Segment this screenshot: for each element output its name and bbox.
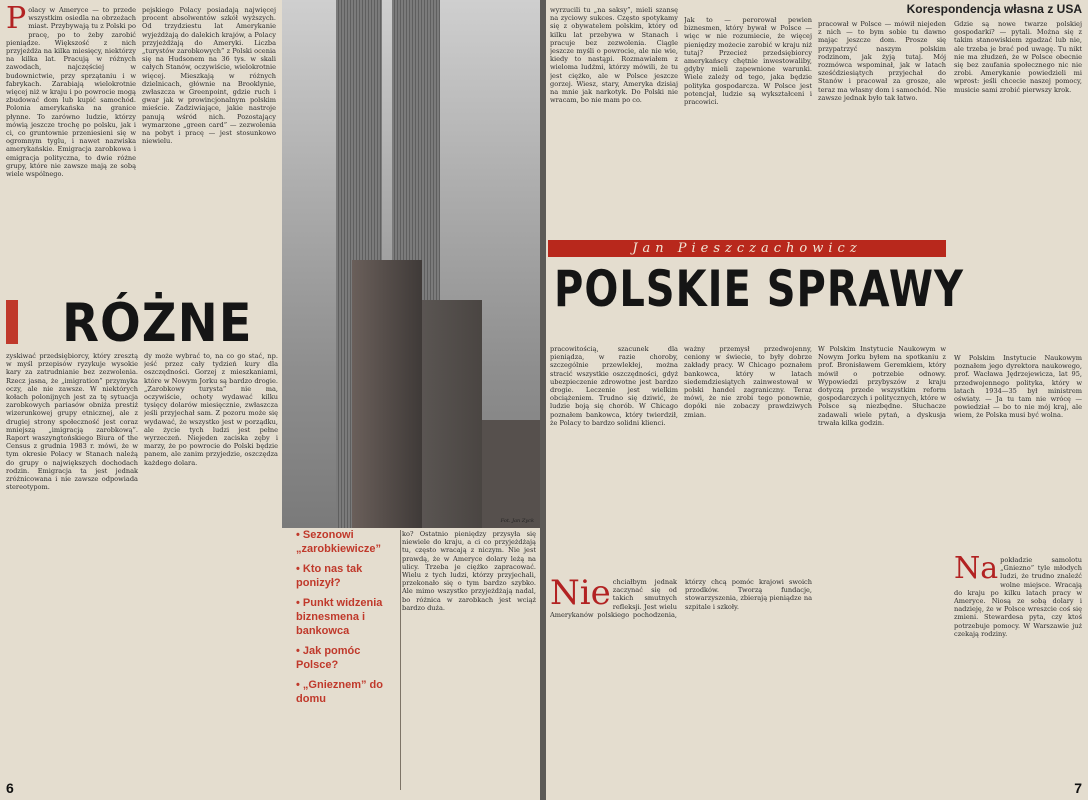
left-col2-bottom-text: dy może wybrać to, na co go stać, np. jeść przez cały tydzień kury dla oszczędności. Gorzej z mieszkaniami, które w Nowym Jorku są bardzo drogie. „Zarobkowy turysta” nie ma, oczywiście, ochoty wydawać kilku tysięcy dolarów miesięcznie, zwłaszcza jeśli przyjechał sam. Z pozoru może się wydawać, że wszystko jest w porządku, ale życie tych ludzi jest pełne wyrzeczeń. Niejeden zaciska zęby i marzy, że po powrocie do Polski będzie panem, ale zanim przyjedzie, oszczędza każdego dolara. bbox=[144, 352, 278, 467]
right-col3-top-text: pracował w Polsce — mówił niejeden z nich — to bym sobie tu dawno mając jeszcze dom. Prosze się przypatrzyć naszym polskim rodzinom, jak żyją tutaj. Mój rozmówca wspominał, jak w latach sześćdziesiątych przyjechał do Stanów i pracował za grosze, ale teraz ma własny dom i samochód. Nie zawsze jednak było tak łatwo. bbox=[818, 20, 946, 102]
right-col2-top-text: Jak to — perorował pewien biznesmen, który bywał w Polsce — więc w nie rozumiecie, że więcej pieniędzy możecie zarobić w kraju niż tutaj? Przecież przedsiębiorcy amerykańscy chętnie inwestowaliby, gdyby mieli zapewnione warunki. Wiele zależy od tego, jaka będzie polityka gospodarcza. W Polsce jest potencjał, ludzie są wykształceni i pracowici. bbox=[684, 16, 812, 107]
right-col4-top bbox=[954, 20, 1082, 350]
left-col1-top bbox=[6, 6, 136, 306]
title-red-block bbox=[6, 300, 18, 344]
left-col2-top-text: pejskiego Polacy posiadają najwięcej procent absolwentów szkół wyższych. Od trzydziestu lat Amerykanie wyjeżdżają do dalekich krajów, a Polacy przyjeżdżają do Ameryki. Liczba „turystów zarobkowych” z Polski ocenia się na Hudsonem na 36 tys. w skali całych Stanów, oczywiście, wielokrotnie więcej. Mieszkają w różnych dzielnicach, głównie na Brooklynie, zwłaszcza w Greenpoint, gdzie ruch i gwar jak w prowincjonalnym polskim mieście. Zadziwiające, jakie nastroje panują wśród nich. Pozostający wymarzone „green card” — zezwolenia na pobyt i pracę — jest stosunkowo niewielu. bbox=[142, 6, 276, 146]
right-col1-top-text: wyrzucili tu „na saksy”, mieli szansę na zyciowy sukces. Często spotykamy się z obywatelem polskim, który od kilku lat przebywa w Stanach i pracuje bez zezwolenia. Ciągle jeszcze myśli o powrocie, ale nie wie, kiedy to nastąpi. Rozmawiałem z wieloma ludźmi, którzy mówili, że tu jest ciężko, ale w Polsce jeszcze gorzej. Wiesz, stary, Ameryka dzisiaj na mnie jak narkotyk. Do Polski nie wracam, bo nie mam po co. bbox=[550, 6, 678, 105]
section-title: RÓŻNE bbox=[62, 292, 253, 355]
right-na-block bbox=[954, 556, 1082, 786]
left-col1-bottom bbox=[6, 352, 138, 782]
page-number-left: 6 bbox=[6, 780, 14, 796]
drop-cap-nie: Nie bbox=[550, 578, 611, 613]
section-header: Korespondencja własna z USA bbox=[906, 2, 1082, 16]
left-col1-top-text: olacy w Ameryce — to przede wszystkim osiedla na obrzeżach miast. Przybywają tu z Polski po pracę, po to żeby zarobić pieniądze. Większość z nich przyjeżdża na kilka miesięcy, niektórzy na kilka lat. Pracują w różnych zawodach, najczęściej w budownictwie, przy sprzątaniu i w fabrykach. Zarabiają wielokrotnie więcej niż w kraju i po powrocie mogą zbudować dom lub kupić samochód. Polonia amerykańska na granice płynne. To zarówno ludzie, którzy mówią jeszcze trochę po polsku, jak i ci, co gruntownie przeniesieni się w ogromnym tyglu, i nawet nazwiska amerykańskie. Emigracja zarobkowa i emigracja polityczna, to dwie różne grupy, które nie zawsze mają ze sobą wiele wspólnego. bbox=[6, 6, 136, 179]
bullets-divider bbox=[400, 530, 401, 790]
drop-cap-p: P bbox=[6, 6, 27, 36]
right-col3-bottom-text: W Polskim Instytucie Naukowym w Nowym Jorku byłem na spotkaniu z prof. Bronisławem Geremkiem, który mówił o potrzebie odnowy. Wypowiedzi przybyszów z kraju dotyczą przede wszystkim reform gospodarczych i politycznych, które w Polsce są niezbędne. Słuchacze zadawali wiele pytań, a dyskusja trwała kilka godzin. bbox=[818, 345, 946, 427]
right-nie-block bbox=[550, 578, 812, 788]
right-page bbox=[546, 0, 1088, 800]
building-front bbox=[352, 260, 422, 528]
building-far bbox=[482, 420, 540, 528]
right-col4-bottom bbox=[954, 354, 1082, 550]
left-col1-bottom-text: zyskiwać przedsiębiorcy, który zresztą w myśl przepisów ryzykuje wysokie kary za zatrudnianie bez zezwolenia. Rzecz jasna, że „imigration” przymyka oczy, ale nie zawsze. W niektórych kołach polonijnych jest za tę sytuacja zarobkowych pariasów obniża prestiż wizerunkowej grupy etnicznej, ale z drugiej strony społeczność jest coraz mniejszą „imigracją zarobkową”. Raport waszyngtońskiego Biura of the Census z grudnia 1983 r. mówi, że w tym okresie Polacy w Stanach należą do grupy o największych dochodach rodzin. Emigracja ta jest jednak zróżnicowana i nie zawsze odpowiada stereotypom. bbox=[6, 352, 138, 492]
right-na-text: pokładzie samolotu „Gniezno” tyle młodych ludzi, że trudno znaleźć wolne miejsce. Wracają do kraju po kilku latach pracy w Ameryce. Niosą ze sobą dolary i nadzieję, że w Polsce wreszcie coś się zmieni. Stewardesa pyta, czy ktoś potrzebuje pomocy. W Warszawie już czekają rodziny. bbox=[954, 556, 1082, 638]
right-col1-bottom bbox=[550, 345, 678, 575]
highlights-list bbox=[296, 528, 396, 788]
right-col4-top-text: Gdzie są nowe twarze polskiej gospodarki? — pytali. Można się z takim stanowiskiem zgadzać lub nie, ale trzeba je brać pod uwagę. Tu nikt nie ma złudzeń, że w Polsce obecnie się bez zaufania społecznego nic nie zrobi. Amerykanie powiedzieli mi wprost: jeśli chcecie naszej pomocy, musicie sami zrobić pierwszy krok. bbox=[954, 20, 1082, 94]
building-right bbox=[422, 300, 482, 528]
left-page bbox=[0, 0, 540, 800]
drop-cap-na: Na bbox=[954, 556, 999, 586]
left-col3-bottom bbox=[402, 530, 536, 790]
right-col3-bottom bbox=[818, 345, 946, 788]
left-col3-bottom-text: ko? Ostatnio pieniędzy przysyła się niewiele do kraju, a ci co przyjeżdżają tu, często wracają z niczym. Nie jest prawdą, że w Ameryce dolary leżą na ulicy. Trzeba je ciężko zapracować. Wielu z tych ludzi, którzy przyjechali, przekonało się o tym bardzo szybko. Ale mimo wszystko przyjeżdżają nadal, bo różnica w zarobkach jest wciąż bardzo duża. bbox=[402, 530, 536, 612]
right-col2-top bbox=[684, 16, 812, 236]
highlight-item: • Punkt widzenia biznesmena i bankowca bbox=[296, 596, 396, 638]
left-col2-bottom bbox=[144, 352, 278, 782]
article-title: POLSKIE SPRAWY bbox=[554, 260, 964, 319]
right-col4-bottom-text: W Polskim Instytucie Naukowym poznałem jego dyrektora naukowego, prof. Wacława Jędrzejewicza, lat 95, przedwojennego polityka, który w latach 1934—35 był ministrem oświaty. — Ja tu tam nie wrócę — powiedział — bo to nie mój kraj, ale wiem, że Polska musi być wolna. bbox=[954, 354, 1082, 420]
photo-credit: Fot. Jan Zyck bbox=[500, 518, 534, 524]
right-col2-bottom-text: ważny przemysł przedwojenny, ceniony w świecie, to były dobrze zakłady pracy. W Chicago poznałem bankowca, który w latach siedemdziesiątych zainwestował w polski handel zagraniczny. Teraz mówi, że nie zrobi tego ponownie, dopóki nie zobaczy prawdziwych zmian. bbox=[684, 345, 812, 419]
highlight-item: • Jak pomóc Polsce? bbox=[296, 644, 396, 672]
highlight-item: • „Gnieznem” do domu bbox=[296, 678, 396, 706]
author-banner: Jan Pieszczachowicz bbox=[548, 240, 946, 257]
right-col3-top bbox=[818, 20, 946, 236]
left-col2-top bbox=[142, 6, 276, 306]
wtc-photo bbox=[282, 0, 540, 528]
highlight-item: • Kto nas tak ponizył? bbox=[296, 562, 396, 590]
right-nie-text: chciałbym jednak zaczynać się od takich smutnych refleksji. Jest wielu Amerykanów polskiego pochodzenia, którzy chcą pomóc krajowi swoich przodków. Tworzą fundacje, stowarzyszenia, zbierają pieniądze na szpitale i szkoły. bbox=[550, 578, 812, 619]
page-number-right: 7 bbox=[1074, 780, 1082, 796]
right-col1-top bbox=[550, 6, 678, 234]
right-col1-bottom-text: pracowitością, szacunek dla pieniądza, w razie choroby, szczególnie przewlekłej, można stracić wszystkie oszczędności, gdyż ubezpieczenie zdrowotne jest bardzo drogie. Leczenie jest wielkim obciążeniem. Trudno się dziwić, że ludzie boją się chorób. W Chicago poznałem bankowca, który twierdził, że Polacy to bardzo solidni klienci. bbox=[550, 345, 678, 427]
highlight-item: • Sezonowi „zarobkiewicze” bbox=[296, 528, 396, 556]
right-col2-bottom bbox=[684, 345, 812, 570]
